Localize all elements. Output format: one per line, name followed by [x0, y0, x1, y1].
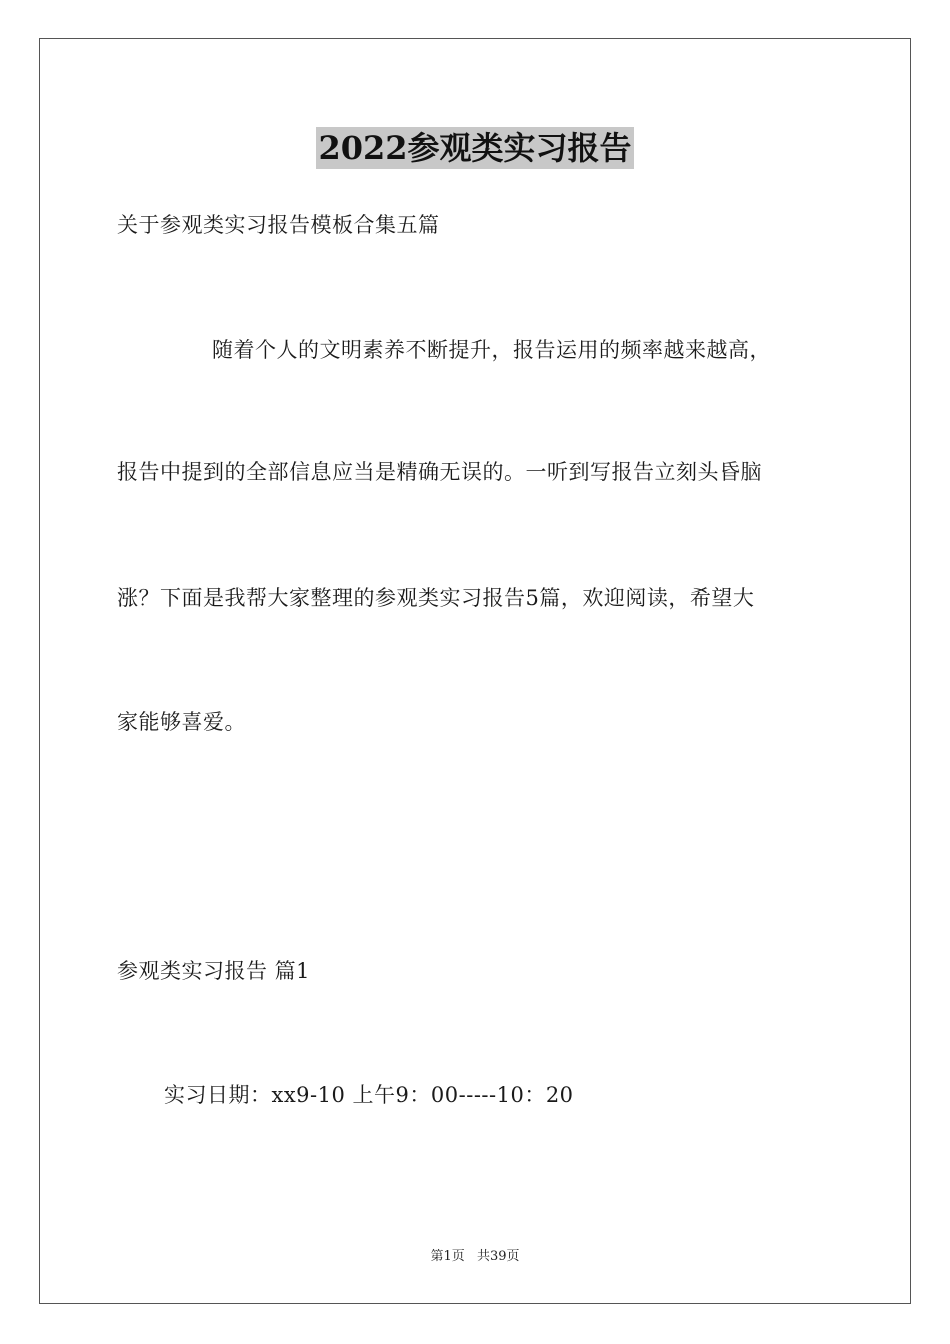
paragraph-line-4: 家能够喜爱。	[117, 710, 246, 734]
title-container	[0, 127, 950, 169]
paragraph-line-3: 涨？下面是我帮大家整理的参观类实习报告5篇，欢迎阅读，希望大	[117, 586, 755, 610]
document-subtitle: 关于参观类实习报告模板合集五篇	[117, 213, 440, 237]
page-footer	[0, 1248, 950, 1266]
section-heading: 参观类实习报告 篇1	[117, 959, 311, 983]
page-number: 第1页	[430, 1249, 465, 1264]
paragraph-line-1: 随着个人的文明素养不断提升，报告运用的频率越来越高，	[212, 338, 771, 362]
total-pages: 共39页	[476, 1249, 520, 1264]
document-title: 2022参观类实习报告	[318, 129, 632, 167]
practice-date-line: 实习日期：xx9-10 上午9：00-----10：20	[164, 1083, 574, 1107]
paragraph-line-2: 报告中提到的全部信息应当是精确无误的。一听到写报告立刻头昏脑	[117, 460, 762, 484]
